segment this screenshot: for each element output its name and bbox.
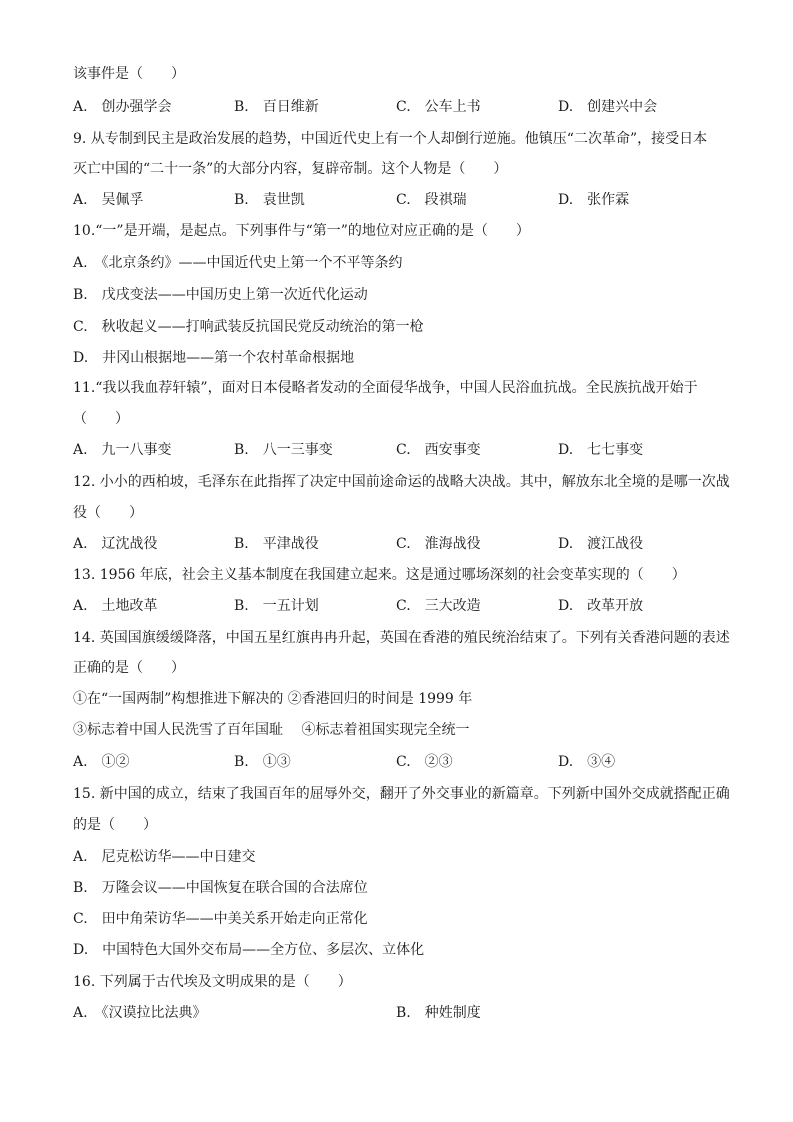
q11-option-b: B. 八一三事变 [234, 442, 333, 458]
q8-option-c: C. 公车上书 [396, 99, 481, 115]
q11-option-d: D. 七七事变 [558, 442, 644, 458]
q16-option-b: B. 种姓制度 [396, 1005, 481, 1021]
q12-stem-line2: 役（ ） [73, 505, 143, 521]
q11-stem-line1: 11.“我以我血荐轩辕”，面对日本侵略者发动的全面侵华战争，中国人民浴血抗战。全民族抗战开始于 [73, 380, 698, 396]
q11-stem-line2: （ ） [73, 411, 129, 427]
q8-stem-tail: 该事件是（ ） [73, 66, 185, 82]
q13-option-b: B. 一五计划 [234, 598, 319, 614]
q13-option-a: A. 土地改革 [73, 598, 158, 614]
q16-stem: 16. 下列属于古代埃及文明成果的是（ ） [73, 974, 352, 990]
q10-option-c: C. 秋收起义——打响武装反抗国民党反动统治的第一枪 [73, 319, 424, 335]
q13-option-c: C. 三大改造 [396, 598, 481, 614]
q13-stem: 13. 1956 年底，社会主义基本制度在我国建立起来。这是通过哪场深刻的社会变革实现的（ ） [73, 567, 686, 583]
q14-option-a: A. ①② [73, 754, 130, 770]
q14-stem-line2: 正确的是（ ） [73, 660, 185, 676]
q14-statements-1: ①在“一国两制”构想推进下解决的 ②香港回归的时间是 1999 年 [73, 691, 473, 707]
q11-option-a: A. 九一八事变 [73, 442, 172, 458]
q9-option-d: D. 张作霖 [558, 192, 630, 208]
q16-option-a: A. 《汉谟拉比法典》 [73, 1005, 207, 1021]
q14-statements-2: ③标志着中国人民洗雪了百年国耻 ④标志着祖国实现完全统一 [73, 722, 470, 738]
q9-stem-line2: 灭亡中国的“二十一条”的大部分内容，复辟帝制。这个人物是（ ） [73, 161, 508, 177]
q9-option-c: C. 段祺瑞 [396, 192, 467, 208]
q11-option-c: C. 西安事变 [396, 442, 481, 458]
q14-option-c: C. ②③ [396, 754, 453, 770]
q10-option-d: D. 井冈山根据地——第一个农村革命根据地 [73, 350, 355, 366]
q14-stem-line1: 14. 英国国旗缓缓降落，中国五星红旗冉冉升起，英国在香港的殖民统治结束了。下列有关香港问题的表述 [73, 630, 730, 646]
q12-option-c: C. 淮海战役 [396, 536, 481, 552]
q10-option-b: B. 戊戌变法——中国历史上第一次近代化运动 [73, 287, 368, 303]
q13-option-d: D. 改革开放 [558, 598, 644, 614]
q8-option-b: B. 百日维新 [234, 99, 319, 115]
q15-stem-line2: 的是（ ） [73, 817, 157, 833]
q15-option-a: A. 尼克松访华——中日建交 [73, 849, 256, 865]
q15-stem-line1: 15. 新中国的成立，结束了我国百年的屈辱外交，翻开了外交事业的新篇章。下列新中国外交成就搭配正确 [73, 786, 730, 802]
q14-option-b: B. ①③ [234, 754, 291, 770]
q14-option-d: D. ③④ [558, 754, 616, 770]
q12-option-a: A. 辽沈战役 [73, 536, 158, 552]
q10-stem: 10.“一”是开端，是起点。下列事件与“第一”的地位对应正确的是（ ） [73, 223, 530, 239]
q9-option-a: A. 吴佩孚 [73, 192, 144, 208]
q12-option-b: B. 平津战役 [234, 536, 319, 552]
q8-option-a: A. 创办强学会 [73, 99, 172, 115]
q15-option-b: B. 万隆会议——中国恢复在联合国的合法席位 [73, 880, 368, 896]
q12-stem-line1: 12. 小小的西柏坡，毛泽东在此指挥了决定中国前途命运的战略大决战。其中，解放东北全境的是哪一次战 [73, 474, 730, 490]
q15-option-d: D. 中国特色大国外交布局——全方位、多层次、立体化 [73, 942, 425, 958]
q9-stem-line1: 9. 从专制到民主是政治发展的趋势，中国近代史上有一个人却倒行逆施。他镇压“二次革命”，接受日本 [73, 131, 708, 147]
q15-option-c: C. 田中角荣访华——中美关系开始走向正常化 [73, 911, 368, 927]
q9-option-b: B. 袁世凯 [234, 192, 305, 208]
q8-option-d: D. 创建兴中会 [558, 99, 658, 115]
q12-option-d: D. 渡江战役 [558, 536, 644, 552]
q10-option-a: A. 《北京条约》——中国近代史上第一个不平等条约 [73, 255, 403, 271]
